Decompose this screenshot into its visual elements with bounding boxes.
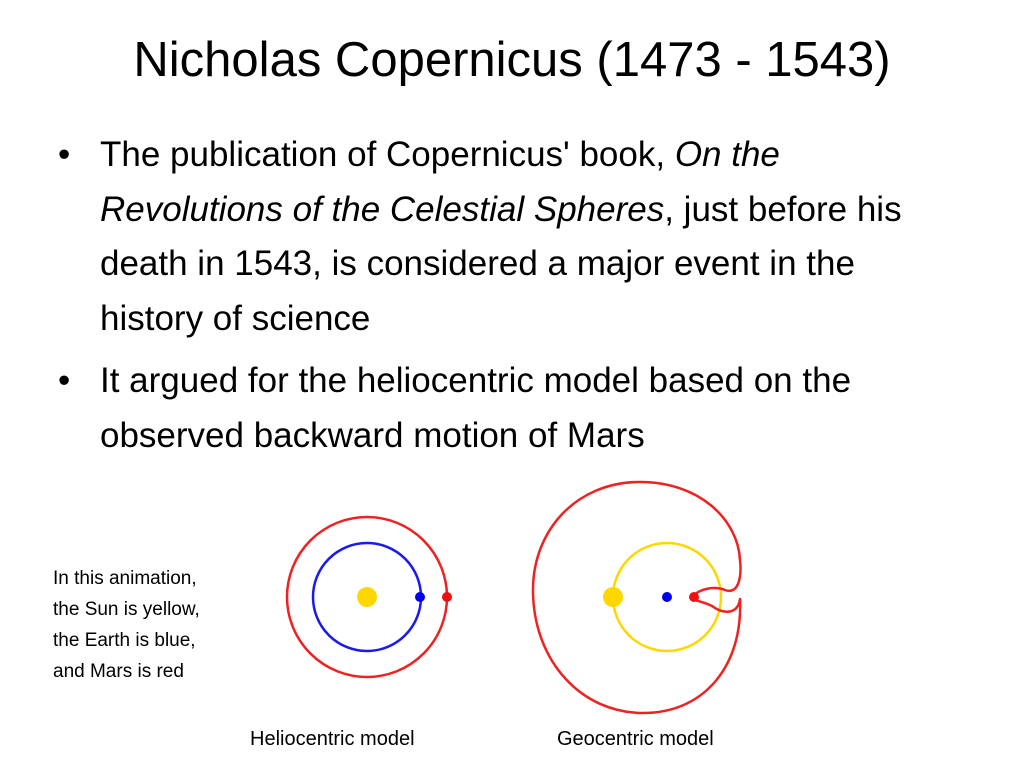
heliocentric-diagram <box>287 517 452 677</box>
note-line: In this animation, <box>53 568 197 589</box>
bullet-icon: • <box>58 135 71 174</box>
book-title: On the Revolutions of the Celestial Spheres <box>100 135 780 229</box>
sun-dot <box>357 587 377 607</box>
heliocentric-caption: Heliocentric model <box>250 728 415 750</box>
bullet-text-start: The publication of Copernicus' book, <box>100 135 675 174</box>
sun-dot <box>603 587 623 607</box>
bullet-icon: • <box>58 361 71 400</box>
note-line: and Mars is red <box>53 661 184 682</box>
earth-dot <box>415 592 425 602</box>
mars-dot <box>689 592 699 602</box>
note-line: the Sun is yellow, <box>53 599 200 620</box>
geocentric-diagram <box>533 482 741 713</box>
earth-dot <box>662 592 672 602</box>
bullet-text: It argued for the heliocentric model based on the observed backward motion of Mars <box>100 361 852 455</box>
note-line: the Earth is blue, <box>53 630 196 651</box>
mars-dot <box>442 592 452 602</box>
geocentric-caption: Geocentric model <box>557 728 714 750</box>
mars-path <box>533 482 741 713</box>
bullet-text-end: , just before his death in 1543, is considered a major event in the history of science <box>100 189 902 338</box>
slide-title: Nicholas Copernicus (1473 - 1543) <box>133 33 891 87</box>
